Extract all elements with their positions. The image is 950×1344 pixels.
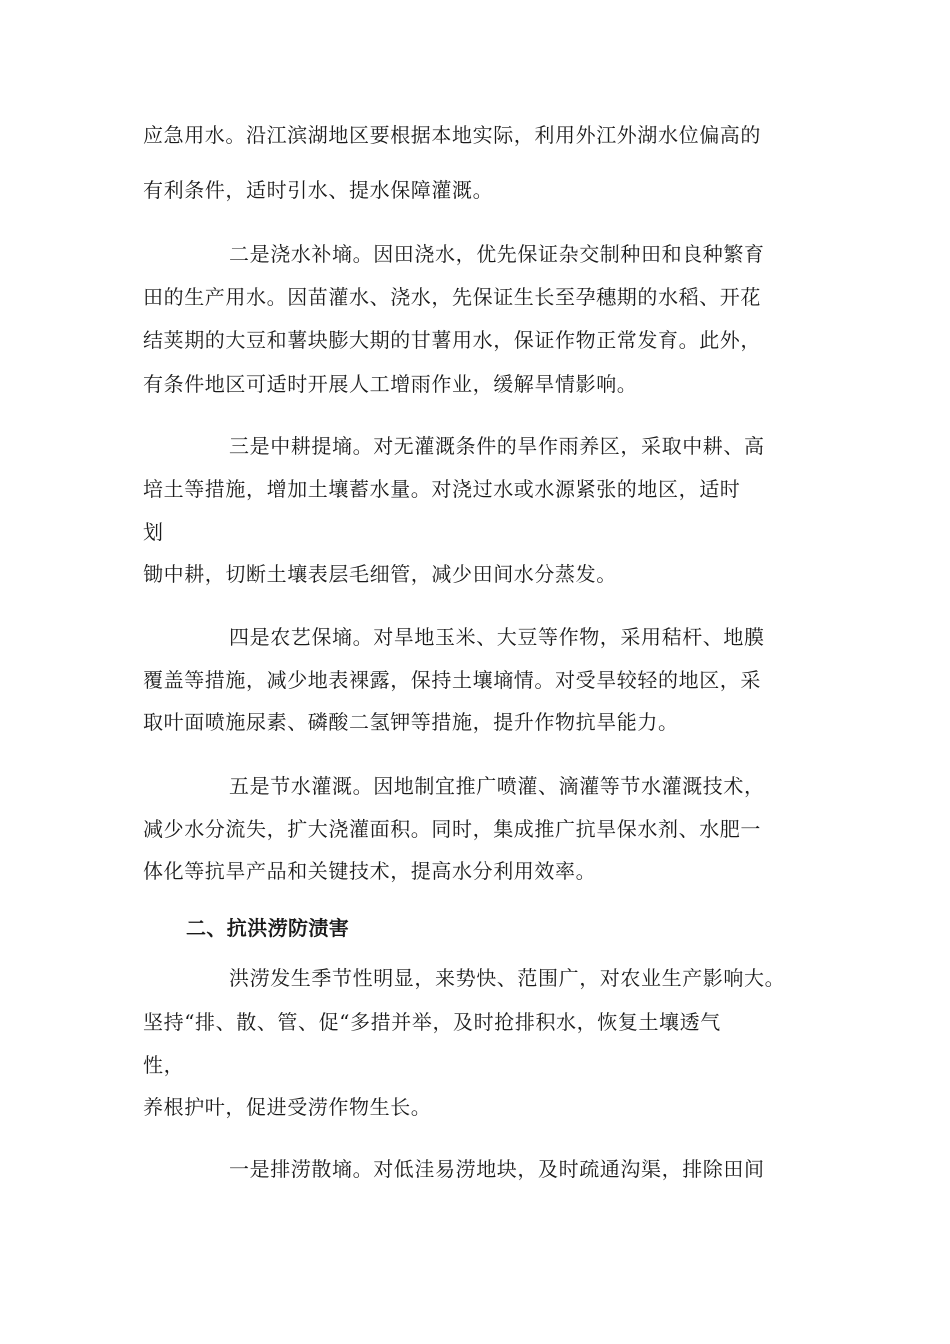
paragraph-first-line: 一是排涝散墒。对低洼易涝地块，及时疏通沟渠，排除田间: [229, 1157, 765, 1181]
body-text-line: 田的生产用水。因苗灌水、浇水，先保证生长至孕穗期的水稻、开花: [143, 285, 761, 309]
body-text-line: 覆盖等措施，减少地表裸露，保持土壤墒情。对受旱较轻的地区，采: [143, 668, 761, 692]
body-text-line: 有条件地区可适时开展人工增雨作业，缓解旱情影响。: [143, 372, 638, 396]
body-text-line: 取叶面喷施尿素、磷酸二氢钾等措施，提升作物抗旱能力。: [143, 710, 679, 734]
paragraph-first-line: 四是农艺保墒。对旱地玉米、大豆等作物，采用秸杆、地膜: [229, 625, 765, 649]
body-text-line: 应急用水。沿江滨湖地区要根据本地实际，利用外江外湖水位偏高的: [143, 123, 761, 147]
body-text-line: 体化等抗旱产品和关键技术，提高水分利用效率。: [143, 859, 597, 883]
body-text-line: 划: [143, 520, 164, 544]
section-heading: 二、抗洪涝防渍害: [186, 916, 350, 940]
body-text-line: 结荚期的大豆和薯块膨大期的甘薯用水，保证作物正常发育。此外，: [143, 328, 761, 352]
paragraph-first-line: 洪涝发生季节性明显，来势快、范围广，对农业生产影响大。: [229, 966, 786, 990]
body-text-line: 坚持“排、散、管、促“多措并举，及时抢排积水，恢复土壤透气: [143, 1010, 721, 1034]
paragraph-first-line: 五是节水灌溉。因地制宜推广喷灌、滴灌等节水灌溉技术，: [229, 774, 765, 798]
body-text-line: 性，: [143, 1053, 185, 1077]
body-text-line: 培土等措施，增加土壤蓄水量。对浇过水或水源紧张的地区，适时: [143, 477, 741, 501]
paragraph-first-line: 二是浇水补墒。因田浇水，优先保证杂交制种田和良种繁育: [229, 242, 765, 266]
body-text-line: 有利条件，适时引水、提水保障灌溉。: [143, 178, 494, 202]
body-text-line: 锄中耕，切断土壤表层毛细管，减少田间水分蒸发。: [143, 562, 617, 586]
paragraph-first-line: 三是中耕提墒。对无灌溉条件的旱作雨养区，采取中耕、高: [229, 434, 765, 458]
body-text-line: 养根护叶，促进受涝作物生长。: [143, 1095, 432, 1119]
body-text-line: 减少水分流失，扩大浇灌面积。同时，集成推广抗旱保水剂、水肥一: [143, 817, 761, 841]
